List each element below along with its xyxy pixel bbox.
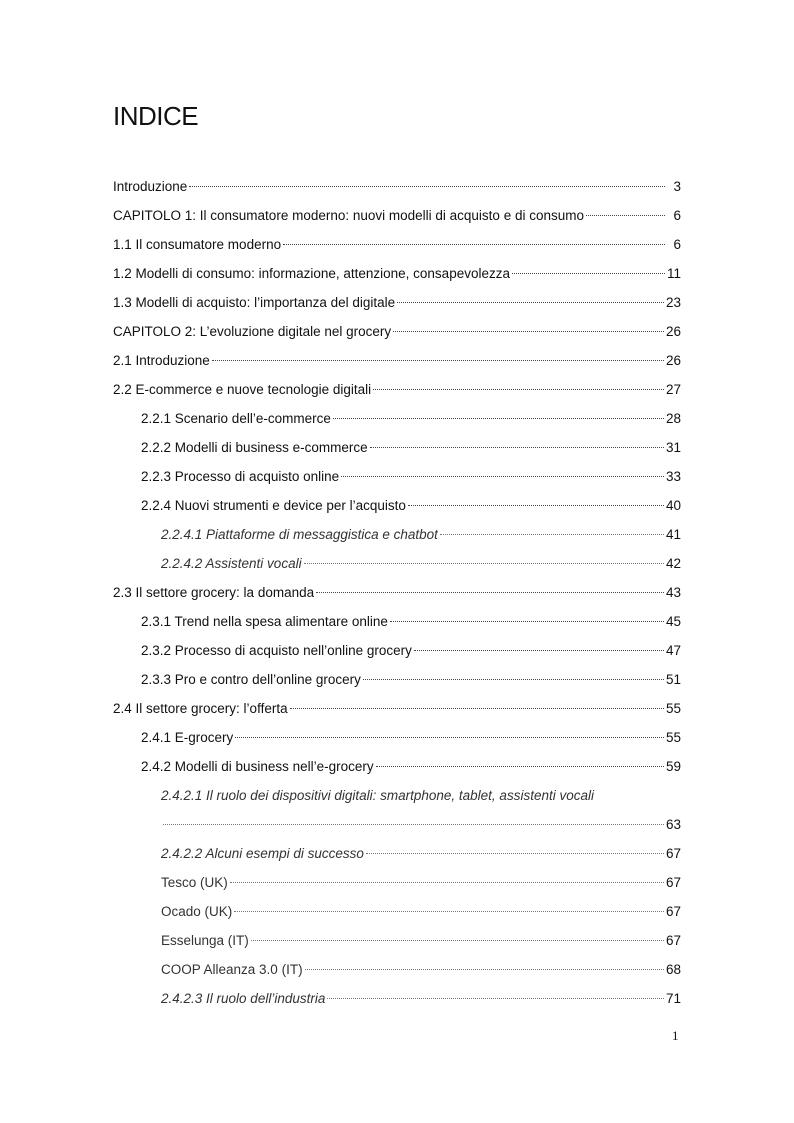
toc-leader-dots: [363, 679, 664, 680]
toc-entry-label: 2.2.1 Scenario dell’e-commerce: [141, 411, 331, 426]
toc-entry-page: 33: [665, 469, 681, 484]
toc-entry-page: 40: [665, 498, 681, 513]
toc-entry-label: Introduzione: [113, 179, 188, 194]
page-title: INDICE: [113, 101, 199, 131]
toc-entry-label: COOP Alleanza 3.0 (IT): [161, 962, 303, 977]
toc-leader-dots: [390, 621, 664, 622]
toc-entry[interactable]: [113, 462, 681, 491]
toc-entry-label: 2.4.1 E-grocery: [141, 730, 234, 745]
toc-entry-label: Tesco (UK): [161, 875, 228, 890]
toc-entry-page: 6: [673, 237, 681, 252]
toc-entry[interactable]: [113, 839, 681, 868]
toc-leader-dots: [230, 882, 664, 883]
toc-entry-label: 2.2.4.2 Assistenti vocali: [161, 556, 302, 571]
toc-entry-page: 59: [665, 759, 681, 774]
toc-leader-dots: [393, 331, 664, 332]
toc-entry[interactable]: [113, 375, 681, 404]
toc-leader-dots: [235, 737, 664, 738]
toc-leader-dots: [366, 853, 664, 854]
toc-entry-page: 67: [665, 933, 681, 948]
toc-leader-dots: [408, 505, 664, 506]
toc-entry[interactable]: [113, 868, 681, 897]
toc-entry-page: 28: [665, 411, 681, 426]
toc-entry-label: 2.4.2 Modelli di business nell’e-grocery: [141, 759, 374, 774]
toc-entry-label: 2.3.2 Processo di acquisto nell’online grocery: [141, 643, 412, 658]
toc-entry[interactable]: [113, 781, 681, 839]
toc-entry-label: 2.3 Il settore grocery: la domanda: [113, 585, 315, 600]
toc-entry-page: 63: [665, 817, 681, 832]
toc-entry[interactable]: [113, 433, 681, 462]
toc-entry[interactable]: [113, 926, 681, 955]
toc-entry[interactable]: [113, 317, 681, 346]
toc-entry-page: 3: [673, 179, 681, 194]
toc-entry-label: 2.2 E-commerce e nuove tecnologie digitali: [113, 382, 372, 397]
toc-entry[interactable]: [113, 230, 681, 259]
toc-entry-page: 47: [665, 643, 681, 658]
toc-leader-dots: [290, 708, 664, 709]
toc-entry-label: 1.1 Il consumatore moderno: [113, 237, 282, 252]
toc-leader-dots: [586, 215, 665, 216]
toc-leader-dots: [251, 940, 664, 941]
toc-leader-dots: [212, 360, 664, 361]
toc-entry[interactable]: [113, 201, 681, 230]
toc-entry[interactable]: [113, 346, 681, 375]
toc-entry-page: 26: [665, 324, 681, 339]
toc-entry-page: 51: [665, 672, 681, 687]
toc-entry-label: 2.4.2.1 Il ruolo dei dispositivi digitali: smartphone, tablet, assistenti vocali: [161, 788, 594, 803]
toc-entry-label: CAPITOLO 1: Il consumatore moderno: nuovi modelli di acquisto e di consumo: [113, 208, 584, 223]
toc-entry-page: 55: [665, 701, 681, 716]
toc-entry-page: 43: [665, 585, 681, 600]
toc-entry[interactable]: [113, 172, 681, 201]
toc-entry[interactable]: [113, 636, 681, 665]
toc-entry[interactable]: [113, 259, 681, 288]
toc-entry[interactable]: [113, 288, 681, 317]
toc-entry[interactable]: [113, 607, 681, 636]
toc-leader-dots: [333, 418, 664, 419]
toc-entry[interactable]: [113, 665, 681, 694]
toc-entry-label: CAPITOLO 2: L’evoluzione digitale nel grocery: [113, 324, 392, 339]
toc-leader-dots: [189, 186, 665, 187]
toc-entry-page: 26: [665, 353, 681, 368]
toc-leader-dots: [373, 389, 664, 390]
toc-leader-dots: [341, 476, 664, 477]
toc-entry-page: 68: [665, 962, 681, 977]
toc-entry-label: 1.2 Modelli di consumo: informazione, attenzione, consapevolezza: [113, 266, 510, 281]
toc-entry-page: 27: [665, 382, 681, 397]
toc-leader-dots: [414, 650, 664, 651]
toc-entry-page: 41: [665, 527, 681, 542]
toc-entry-label: 2.2.2 Modelli di business e-commerce: [141, 440, 368, 455]
toc-entry-page: 67: [665, 875, 681, 890]
toc-leader-dots: [440, 534, 664, 535]
toc-leader-dots: [370, 447, 664, 448]
toc-leader-dots: [397, 302, 664, 303]
toc-entry-label: 2.2.3 Processo di acquisto online: [141, 469, 340, 484]
toc-entry-page: 31: [665, 440, 681, 455]
toc-entry-page: 42: [665, 556, 681, 571]
toc-leader-dots: [283, 244, 665, 245]
toc-entry-page: 6: [673, 208, 681, 223]
toc-entry[interactable]: [113, 723, 681, 752]
toc-leader-dots: [376, 766, 664, 767]
toc-entry[interactable]: [113, 694, 681, 723]
toc-entry-label: 2.3.3 Pro e contro dell’online grocery: [141, 672, 361, 687]
toc-leader-dots: [234, 911, 664, 912]
toc-entry[interactable]: [113, 549, 681, 578]
toc-entry-label: 1.3 Modelli di acquisto: l’importanza del digitale: [113, 295, 396, 310]
page-number: 1: [672, 1028, 679, 1043]
toc-entry-page: 23: [665, 295, 681, 310]
toc-entry-page: 55: [665, 730, 681, 745]
toc-leader-dots: [512, 273, 665, 274]
toc-entry-label: 2.4.2.3 Il ruolo dell’industria: [161, 991, 326, 1006]
toc-leader-dots: [305, 969, 664, 970]
toc-entry-label: 2.4 Il settore grocery: l’offerta: [113, 701, 288, 716]
toc-entry-label: 2.3.1 Trend nella spesa alimentare online: [141, 614, 388, 629]
toc-entry-label: 2.2.4 Nuovi strumenti e device per l’acquisto: [141, 498, 406, 513]
toc-entry-page: 67: [665, 904, 681, 919]
toc-entry-label: 2.1 Introduzione: [113, 353, 210, 368]
toc-entry[interactable]: [113, 897, 681, 926]
toc-entry-label: 2.2.4.1 Piattaforme di messaggistica e chatbot: [161, 527, 438, 542]
toc-entry[interactable]: [113, 578, 681, 607]
toc-entry[interactable]: [113, 752, 681, 781]
toc-leader-dots: [163, 824, 664, 825]
toc-leader-dots: [304, 563, 664, 564]
toc-entry-page: 67: [665, 846, 681, 861]
toc-leader-dots: [316, 592, 664, 593]
toc-entry-label: Esselunga (IT): [161, 933, 249, 948]
toc-entry-page: 45: [665, 614, 681, 629]
toc-entry-page: 11: [666, 266, 681, 281]
toc-entry[interactable]: [113, 955, 681, 984]
toc-entry[interactable]: [113, 984, 681, 1013]
toc-entry-label: 2.4.2.2 Alcuni esempi di successo: [161, 846, 364, 861]
toc-entry[interactable]: [113, 520, 681, 549]
toc-entry-label: Ocado (UK): [161, 904, 233, 919]
toc-entry[interactable]: [113, 404, 681, 433]
toc-entry[interactable]: [113, 491, 681, 520]
toc-leader-dots: [327, 998, 664, 999]
table-of-contents: [113, 172, 681, 1013]
toc-entry-page: 71: [665, 991, 681, 1006]
